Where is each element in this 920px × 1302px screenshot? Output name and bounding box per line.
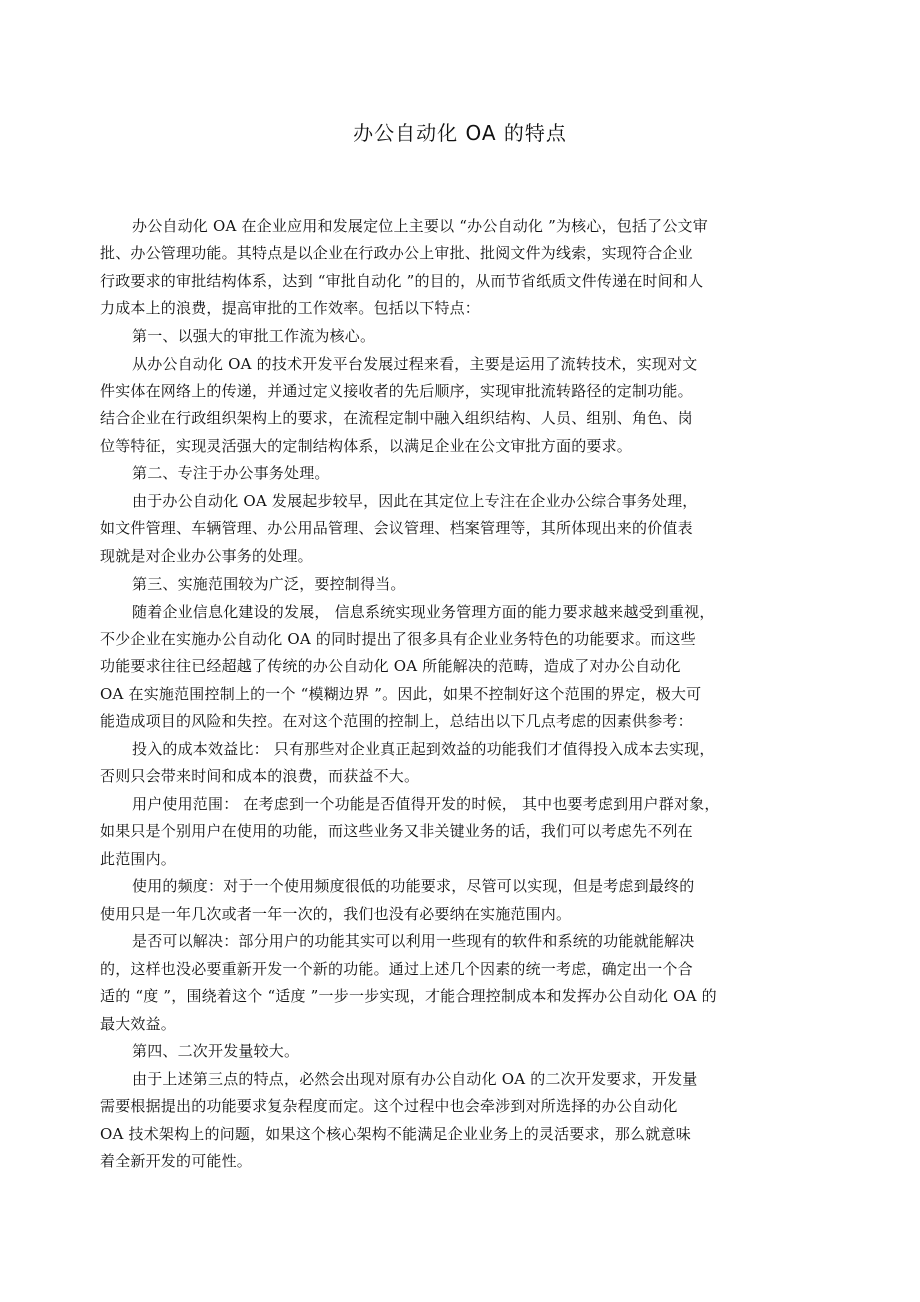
- text-line: 最大效益。: [100, 1015, 177, 1033]
- text-line: 第四、二次开发量较大。: [132, 1042, 300, 1060]
- text-line: 件实体在网络上的传递，并通过定义接收者的先后顺序，实现审批流转路径的定制功能。: [100, 382, 693, 400]
- text-line: 结合企业在行政组织架构上的要求，在流程定制中融入组织结构、人员、组别、角色、岗: [100, 409, 693, 427]
- text-line: 使用只是一年几次或者一年一次的，我们也没有必要纳在实施范围内。: [100, 905, 572, 923]
- text-line: 行政要求的审批结构体系，达到 “审批自动化 ”的目的，从而节省纸质文件传递在时间和人: [100, 272, 704, 290]
- text-line: 第三、实施范围较为广泛，要控制得当。: [132, 575, 406, 593]
- text-line: 由于办公自动化 OA 发展起步较早，因此在其定位上专注在企业办公综合事务处理，: [132, 492, 698, 510]
- text-line: 投入的成本效益比： 只有那些对企业真正起到效益的功能我们才值得投入成本去实现，: [132, 740, 715, 758]
- text-line: 适的 “度 ”，围绕着这个 “适度 ”一步一步实现，才能合理控制成本和发挥办公自动化 OA 的: [100, 987, 717, 1005]
- text-line: 第二、专注于办公事务处理。: [132, 464, 330, 482]
- text-line: 如果只是个别用户在使用的功能，而这些业务又非关键业务的话，我们可以考虑先不列在: [100, 822, 693, 840]
- text-line: 力成本上的浪费，提高审批的工作效率。包括以下特点：: [100, 299, 481, 317]
- text-line: 使用的频度：对于一个使用频度很低的功能要求，尽管可以实现，但是考虑到最终的: [132, 877, 695, 895]
- text-line: OA 技术架构上的问题，如果这个核心架构不能满足企业业务上的灵活要求，那么就意味: [100, 1125, 691, 1143]
- text-line: 着全新开发的可能性。: [100, 1152, 253, 1170]
- text-line: 现就是对企业办公事务的处理。: [100, 547, 313, 565]
- text-line: OA 在实施范围控制上的一个 “模糊边界 ”。因此，如果不控制好这个范围的界定，极大可: [100, 685, 702, 703]
- text-line: 否则只会带来时间和成本的浪费，而获益不大。: [100, 767, 420, 785]
- text-line: 由于上述第三点的特点，必然会出现对原有办公自动化 OA 的二次开发要求，开发量: [132, 1070, 698, 1088]
- text-line: 功能要求往往已经超越了传统的办公自动化 OA 所能解决的范畴，造成了对办公自动化: [100, 657, 681, 675]
- text-line: 能造成项目的风险和失控。在对这个范围的控制上，总结出以下几点考虑的因素供参考：: [100, 712, 693, 730]
- page-title: 办公自动化 OA 的特点: [353, 121, 567, 145]
- text-line: 用户使用范围： 在考虑到一个功能是否值得开发的时候， 其中也要考虑到用户群对象，: [132, 795, 720, 813]
- text-line: 需要根据提出的功能要求复杂程度而定。这个过程中也会牵涉到对所选择的办公自动化: [100, 1097, 678, 1115]
- text-line: 如文件管理、车辆管理、办公用品管理、会议管理、档案管理等，其所体现出来的价值表: [100, 519, 693, 537]
- text-line: 随着企业信息化建设的发展， 信息系统实现业务管理方面的能力要求越来越受到重视，: [132, 603, 715, 621]
- text-line: 的，这样也没必要重新开发一个新的功能。通过上述几个因素的统一考虑，确定出一个合: [100, 960, 693, 978]
- text-line: 是否可以解决：部分用户的功能其实可以利用一些现有的软件和系统的功能就能解决: [132, 932, 695, 950]
- text-line: 办公自动化 OA 在企业应用和发展定位上主要以 “办公自动化 ”为核心，包括了公文审: [132, 217, 708, 235]
- text-line: 此范围内。: [100, 850, 177, 868]
- text-line: 不少企业在实施办公自动化 OA 的同时提出了很多具有企业业务特色的功能要求。而这些: [100, 630, 696, 648]
- text-line: 第一、以强大的审批工作流为核心。: [132, 327, 376, 345]
- text-line: 从办公自动化 OA 的技术开发平台发展过程来看，主要是运用了流转技术，实现对文: [132, 355, 698, 373]
- text-line: 批、办公管理功能。其特点是以企业在行政办公上审批、批阅文件为线索，实现符合企业: [100, 244, 693, 262]
- text-line: 位等特征，实现灵活强大的定制结构体系，以满足企业在公文审批方面的要求。: [100, 437, 633, 455]
